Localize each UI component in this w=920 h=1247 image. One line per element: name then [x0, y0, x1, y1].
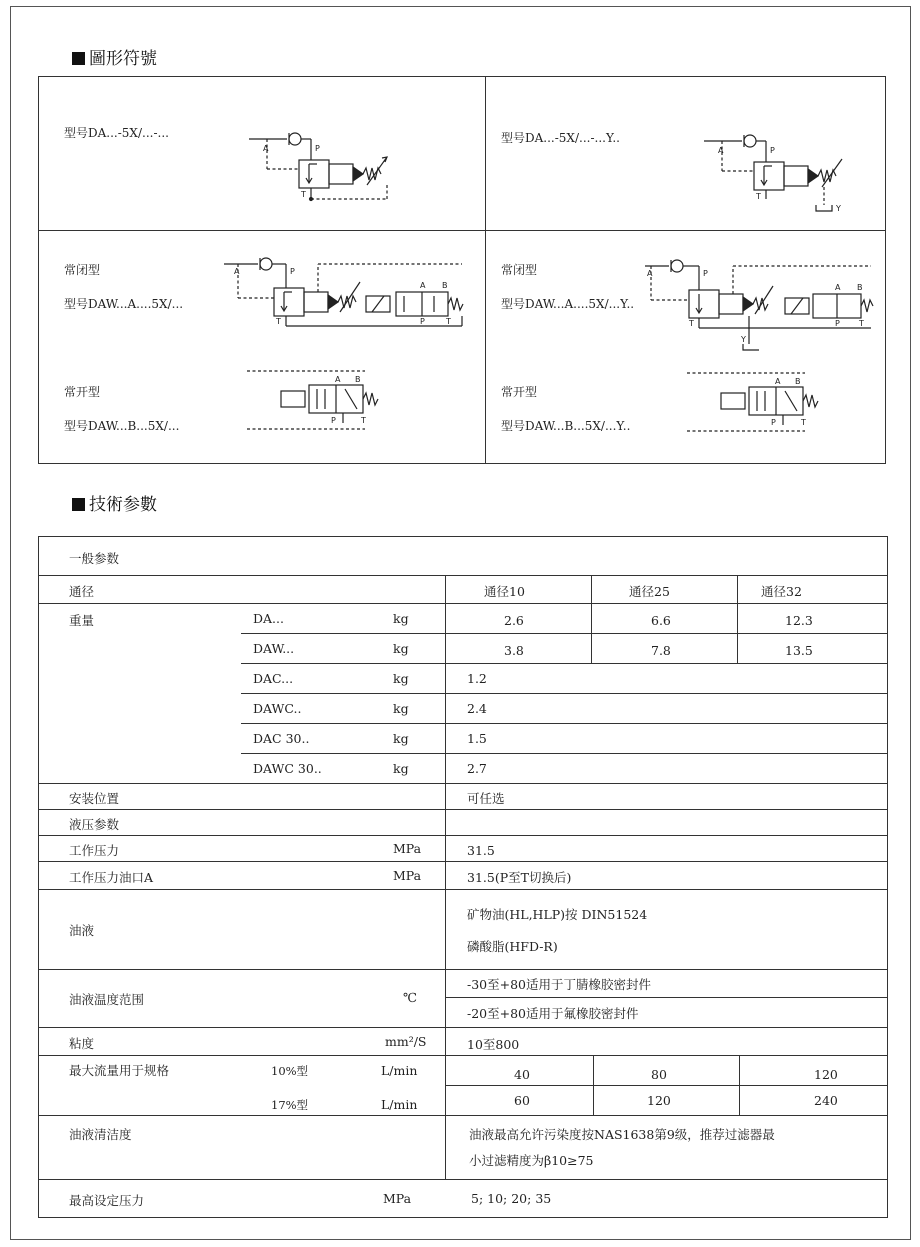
- size-32: 通径32: [761, 584, 802, 599]
- weight-value: 1.5: [467, 731, 487, 746]
- type-label: 常开型: [501, 385, 538, 399]
- flow-label: 最大流量用于规格: [69, 1063, 170, 1078]
- fluid-value: 磷酸脂(HFD-R): [467, 939, 558, 954]
- flow-unit: L/min: [381, 1097, 418, 1112]
- size-label: 通径: [69, 584, 95, 599]
- temp-label: 油液温度范围: [69, 992, 145, 1007]
- cleanliness-value: 小过滤精度为β10≥75: [469, 1153, 594, 1168]
- valve-symbol-daw-b: [247, 367, 417, 437]
- weight-value: 7.8: [651, 643, 671, 658]
- weight-value: 13.5: [785, 643, 813, 658]
- svg-text:Y: Y: [741, 335, 746, 344]
- viscosity-unit: mm²/S: [385, 1034, 427, 1049]
- svg-text:P: P: [835, 319, 840, 328]
- weight-model: DAWC 30..: [253, 761, 322, 776]
- svg-text:T: T: [756, 192, 761, 201]
- svg-text:A: A: [234, 267, 240, 276]
- pressure-a-unit: MPa: [393, 868, 422, 883]
- svg-text:B: B: [442, 281, 448, 290]
- svg-text:P: P: [315, 144, 320, 153]
- svg-text:T: T: [859, 319, 864, 328]
- svg-text:T: T: [689, 319, 694, 328]
- model-label: 型号DAW...A....5X/...: [64, 297, 184, 311]
- weight-model: DAC...: [253, 671, 294, 686]
- flow-type: 17%型: [271, 1098, 309, 1112]
- valve-symbol-daw-a-y: [645, 254, 885, 354]
- square-bullet-icon: [72, 52, 85, 65]
- max-set-pressure-value: 5; 10; 20; 35: [471, 1191, 552, 1206]
- flow-value: 40: [514, 1067, 530, 1082]
- weight-unit: kg: [393, 761, 409, 776]
- valve-symbol-daw-a: [224, 252, 484, 332]
- viscosity-label: 粘度: [69, 1036, 95, 1051]
- mount-value: 可任选: [467, 791, 505, 806]
- pressure-label: 工作压力: [69, 843, 120, 858]
- svg-text:T: T: [276, 317, 281, 326]
- cleanliness-label: 油液清洁度: [69, 1127, 132, 1142]
- weight-value: 6.6: [651, 613, 671, 628]
- flow-value: 120: [814, 1067, 838, 1082]
- hydraulic-header: 液压参数: [69, 817, 120, 832]
- pressure-value: 31.5: [467, 843, 495, 858]
- weight-value: 2.4: [467, 701, 487, 716]
- type-label: 常闭型: [64, 263, 101, 277]
- svg-text:P: P: [331, 416, 336, 425]
- svg-text:A: A: [647, 269, 653, 278]
- svg-text:T: T: [801, 418, 806, 427]
- weight-model: DAC 30..: [253, 731, 310, 746]
- weight-model: DAWC..: [253, 701, 302, 716]
- fluid-value: 矿物油(HL,HLP)按 DIN51524: [467, 907, 648, 922]
- svg-text:P: P: [770, 146, 775, 155]
- type-label: 常开型: [64, 385, 101, 399]
- svg-text:T: T: [301, 190, 306, 199]
- size-25: 通径25: [629, 584, 670, 599]
- weight-value: 3.8: [504, 643, 524, 658]
- pressure-a-value: 31.5(P至T切换后): [467, 870, 572, 885]
- model-label: 型号DAW...B...5X/...Y..: [501, 419, 631, 433]
- weight-value: 2.6: [504, 613, 524, 628]
- model-label: 型号DA...-5X/...-...Y..: [501, 131, 620, 145]
- svg-text:B: B: [795, 377, 801, 386]
- max-set-pressure-unit: MPa: [383, 1191, 412, 1206]
- weight-unit: kg: [393, 671, 409, 686]
- svg-text:B: B: [355, 375, 361, 384]
- mount-label: 安装位置: [69, 791, 120, 806]
- flow-value: 120: [647, 1093, 671, 1108]
- svg-text:P: P: [420, 317, 425, 326]
- type-label: 常闭型: [501, 263, 538, 277]
- pressure-unit: MPa: [393, 841, 422, 856]
- valve-symbol-da-y: [704, 129, 854, 219]
- section-title-symbols: 圖形符號: [72, 44, 157, 69]
- svg-text:A: A: [263, 144, 269, 153]
- weight-unit: kg: [393, 611, 409, 626]
- section-title-tech: 技術参數: [72, 490, 157, 515]
- svg-text:P: P: [290, 267, 295, 276]
- svg-text:P: P: [771, 418, 776, 427]
- temp-value: -30至+80适用于丁腈橡胶密封件: [467, 977, 652, 992]
- pressure-a-label: 工作压力油口A: [69, 870, 154, 885]
- size-10: 通径10: [484, 584, 525, 599]
- valve-symbol-daw-b-y: [687, 369, 857, 439]
- svg-text:A: A: [335, 375, 341, 384]
- flow-unit: L/min: [381, 1063, 418, 1078]
- tech-table: [38, 536, 888, 1218]
- svg-text:P: P: [703, 269, 708, 278]
- model-label: 型号DAW...B...5X/...: [64, 419, 180, 433]
- weight-model: DAW...: [253, 641, 295, 656]
- general-params-header: 一般参数: [69, 551, 120, 566]
- svg-text:T: T: [446, 317, 451, 326]
- cleanliness-value: 油液最高允许污染度按NAS1638第9级，推荐过滤器最: [469, 1127, 775, 1142]
- svg-text:A: A: [835, 283, 841, 292]
- weight-unit: kg: [393, 731, 409, 746]
- viscosity-value: 10至800: [467, 1037, 520, 1052]
- square-bullet-icon: [72, 498, 85, 511]
- model-label: 型号DAW...A....5X/...Y..: [501, 297, 635, 311]
- max-set-pressure-label: 最高设定压力: [69, 1193, 145, 1208]
- temp-unit: ℃: [403, 990, 417, 1005]
- svg-text:Y: Y: [836, 204, 841, 213]
- weight-model: DA...: [253, 611, 284, 626]
- weight-value: 12.3: [785, 613, 813, 628]
- svg-text:B: B: [857, 283, 863, 292]
- weight-value: 2.7: [467, 761, 487, 776]
- flow-value: 240: [814, 1093, 838, 1108]
- fluid-label: 油液: [69, 923, 95, 938]
- flow-type: 10%型: [271, 1064, 309, 1078]
- flow-value: 60: [514, 1093, 530, 1108]
- temp-value: -20至+80适用于氟橡胶密封件: [467, 1006, 639, 1021]
- svg-text:A: A: [775, 377, 781, 386]
- weight-unit: kg: [393, 641, 409, 656]
- weight-label: 重量: [69, 613, 95, 628]
- model-label: 型号DA...-5X/...-...: [64, 126, 169, 140]
- svg-text:T: T: [361, 416, 366, 425]
- weight-unit: kg: [393, 701, 409, 716]
- valve-symbol-da: [249, 127, 399, 207]
- symbols-box: [38, 76, 886, 464]
- flow-value: 80: [651, 1067, 667, 1082]
- svg-text:A: A: [718, 146, 724, 155]
- svg-text:A: A: [420, 281, 426, 290]
- weight-value: 1.2: [467, 671, 487, 686]
